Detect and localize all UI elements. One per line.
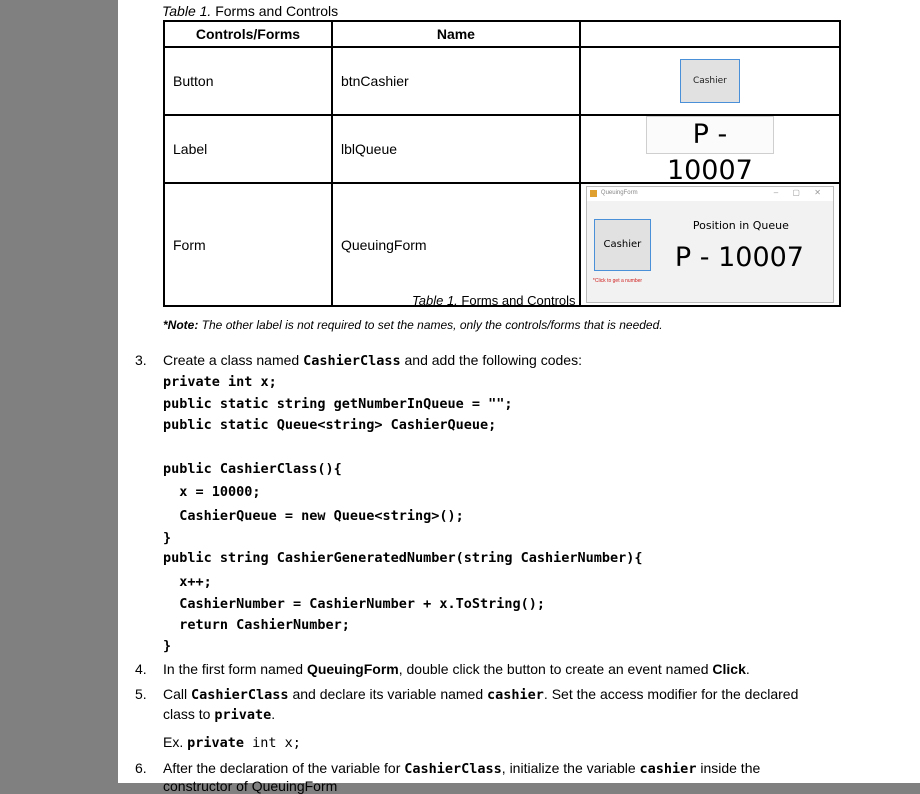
form-title: QueuingForm: [600, 190, 638, 196]
code-line: public static string getNumberInQueue = "";: [163, 396, 513, 412]
form-position-label: Position in Queue: [692, 219, 789, 232]
form-titlebar: [587, 187, 833, 201]
cell-name: lblQueue: [332, 115, 580, 183]
step-3-number: 3.: [135, 352, 147, 368]
step-6-number: 6.: [135, 760, 147, 776]
cell-name: btnCashier: [332, 47, 580, 115]
cell-control: Button: [164, 47, 332, 115]
window-controls-icon: – ▢ ✕: [773, 188, 827, 197]
form-app-icon: [590, 190, 597, 197]
table-caption-bottom: Table 1. Forms and Controls: [412, 293, 576, 308]
code-line: }: [163, 530, 172, 546]
cell-control: Label: [164, 115, 332, 183]
form-cashier-button: Cashier: [594, 219, 651, 271]
queuing-form-preview: [586, 186, 834, 303]
header-name: Name: [332, 21, 580, 47]
forms-controls-table: [163, 20, 841, 307]
code-line: x++;: [163, 574, 212, 590]
step-4-number: 4.: [135, 661, 147, 677]
header-controls-forms: Controls/Forms: [164, 21, 332, 47]
step-5-text: Call CashierClass and declare its variable named cashier. Set the access modifier for the declared: [163, 686, 799, 703]
cell-control: Form: [164, 183, 332, 306]
queue-label-preview: P - 10007: [646, 116, 774, 154]
code-line: public string CashierGeneratedNumber(string CashierNumber){: [163, 550, 643, 566]
table-header-row: [164, 21, 840, 47]
step-5-number: 5.: [135, 686, 147, 702]
note-text: *Note: The other label is not required to set the names, only the controls/forms that is needed.: [163, 318, 663, 332]
table-row: [164, 115, 840, 183]
step-4-text: In the first form named QueuingForm, double click the button to create an event named Click.: [163, 661, 750, 677]
header-preview: [580, 21, 840, 47]
example-line: Ex. private int x;: [163, 734, 301, 751]
code-line: return CashierNumber;: [163, 617, 350, 633]
cell-preview: [580, 183, 840, 306]
document-page: [118, 0, 920, 794]
code-line: private int x;: [163, 374, 277, 390]
code-line: CashierNumber = CashierNumber + x.ToString();: [163, 596, 546, 612]
code-line: x = 10000;: [163, 484, 261, 500]
cashier-button-preview: Cashier: [680, 59, 740, 103]
code-line: }: [163, 638, 172, 654]
code-line: public static Queue<string> CashierQueue;: [163, 417, 497, 433]
code-line: CashierQueue = new Queue<string>();: [163, 508, 464, 524]
form-hint-text: *Click to get a number: [592, 278, 643, 284]
step-6-text: After the declaration of the variable for CashierClass, initialize the variable cashier inside the: [163, 760, 761, 777]
form-queue-number: P - 10007: [674, 242, 804, 273]
table-caption-top: Table 1. Forms and Controls: [162, 3, 339, 19]
table-row: [164, 47, 840, 115]
step-6-text-line2: constructor of QueuingForm: [163, 778, 338, 794]
table-row: [164, 183, 840, 306]
cell-preview: [580, 47, 840, 115]
step-3-text: Create a class named CashierClass and add the following codes:: [163, 352, 582, 369]
cell-preview: [580, 115, 840, 186]
code-line: public CashierClass(){: [163, 461, 342, 477]
step-5-text-line2: class to private.: [163, 706, 276, 723]
cell-name: QueuingForm: [332, 183, 580, 306]
